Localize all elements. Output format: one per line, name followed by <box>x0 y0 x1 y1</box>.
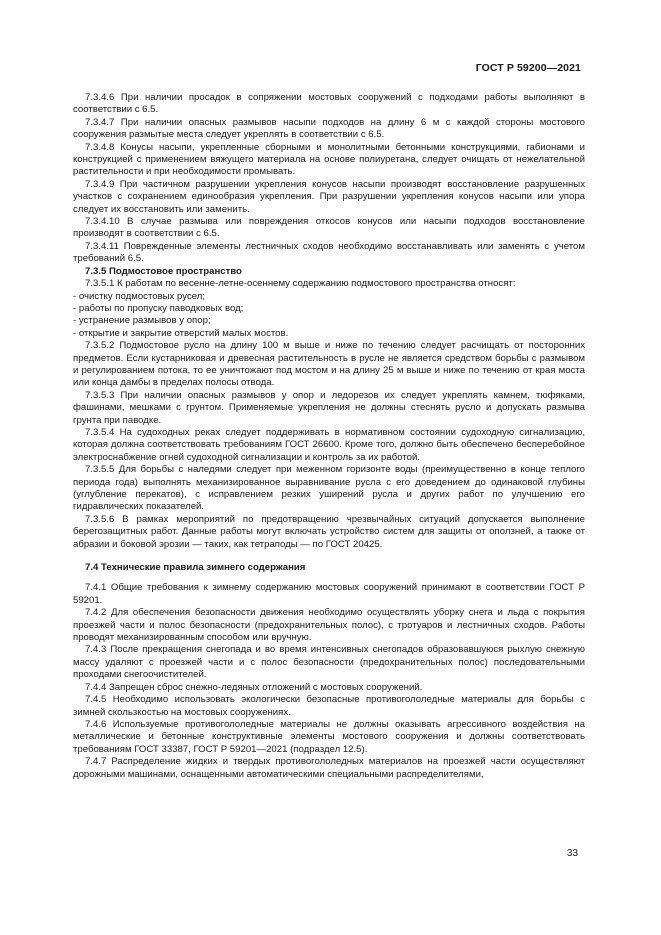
paragraph-7-4-5: 7.4.5 Необходимо использовать экологически безопасные противогололедные материалы для борьбы с зимней скользкостью на мостовых сооружениях. <box>73 694 585 718</box>
paragraph-7-4-7: 7.4.7 Распределение жидких и твердых противогололедных материалов на проезжей части осуществляют дорожными машинами, оснащенными автоматическими специальными распределителями, <box>73 756 585 780</box>
list-item: - устранение размывов у опор; <box>73 315 211 327</box>
paragraph-7-3-5-6: 7.3.5.6 В рамках мероприятий по предотвращению чрезвычайных ситуаций допускается выполнение берегозащитных работ. Данные работы могут включать устройство систем для защиты от оползней, а также от абразии и боковой эрозии — таких, как тетраподы — по ГОСТ 20425. <box>73 513 585 550</box>
paragraph-7-3-4-7: 7.3.4.7 При наличии опасных размывов насыпи подходов на длину 6 м с каждой стороны мостового сооружения размытые места следует укреплять в соответствии с 6.5. <box>73 116 585 141</box>
section-heading-7-3-5: 7.3.5 Подмостовое пространство <box>85 265 242 277</box>
paragraph-7-3-4-10: 7.3.4.10 В случае размыва или повреждения откосов конусов или насыпи подходов восстановление производят в соответствии с 6.5. <box>73 216 585 240</box>
list-item: - очистку подмостовых русел; <box>73 290 206 302</box>
section-heading-7-4: 7.4 Технические правила зимнего содержания <box>85 562 306 574</box>
paragraph-7-4-2: 7.4.2 Для обеспечения безопасности движения необходимо осуществлять уборку снега и льда с покрытия проезжей части и полос безопасности (предохранительных полос), с тротуаров и лестничных сходов. Работы проводят механизированным способом или вручную. <box>73 607 585 644</box>
page-number: 33 <box>566 848 578 859</box>
paragraph-7-3-5-3: 7.3.5.3 При наличии опасных размывов у опор и ледорезов их следует укреплять камнем, тюфяками, фашинами, мешками с грунтом. Применяемые укрепления не должны стеснять русло и допускать размыва грунта при паводке. <box>73 389 585 426</box>
paragraph-7-4-1: 7.4.1 Общие требования к зимнему содержанию мостовых сооружений принимают в соответствии ГОСТ Р 59201. <box>73 582 585 606</box>
paragraph-7-3-4-8: 7.3.4.8 Конусы насыпи, укрепленные сборными и монолитными бетонными конструкциями, габионами и конструкцией с применением вяжущего материала на основе полиуретана, следует очищать от нежелательной растительности и при необходимости промывать. <box>73 141 585 178</box>
paragraph-7-3-5-5: 7.3.5.5 Для борьбы с наледями следует при меженном горизонте воды (преимущественно в конце теплого периода года) выполнять механизированное выравнивание русла с его доведением до одинаковой глубины (углубление перекатов), с исправлением резких уширений русла и других работ по улучшению его гидравлических показателей. <box>73 464 585 513</box>
paragraph-7-3-4-11: 7.3.4.11 Поврежденные элементы лестничных сходов необходимо восстанавливать или заменять с учетом требований 6.5. <box>73 240 585 265</box>
paragraph-7-3-5-4: 7.3.5.4 На судоходных реках следует поддерживать в нормативном состоянии судоходную сигнализацию, которая должна соответствовать требованиям ГОСТ 26600. Кроме того, должно быть обеспечено бесперебойное электроснабжение огней судоходной сигнализации и контроль за их работой. <box>73 426 585 463</box>
list-item: - работы по пропуску паводковых вод; <box>73 302 244 314</box>
paragraph-7-3-4-9: 7.3.4.9 При частичном разрушении укрепления конусов насыпи производят восстановление разрушенных участков с сохранением единообразия укрепления. При разрушении укрепления конусов насыпи или упора следует их восстановить или заменить. <box>73 178 585 215</box>
paragraph-7-3-5-2: 7.3.5.2 Подмостовое русло на длину 100 м выше и ниже по течению следует расчищать от посторонних предметов. Если кустарниковая и древесная растительность в русле не является средством борьбы с размывом и регулированием потока, то ее уничтожают под мостом и на длину 25 м выше и ниже по течению от края моста или конца дамбы в пределах полосы отвода. <box>73 340 585 389</box>
paragraph-7-4-3: 7.4.3 После прекращения снегопада и во время интенсивных снегопадов образовавшуюся рыхлую снежную массу удаляют с проезжей части и с полос безопасности (предохранительных полос) последовательными проходами снегоочистителей. <box>73 644 585 681</box>
paragraph-7-3-5-1: 7.3.5.1 К работам по весенне-летне-осеннему содержанию подмостового пространства относят: <box>85 278 516 290</box>
document-body <box>73 92 585 781</box>
paragraph-7-3-4-6: 7.3.4.6 При наличии просадок в сопряжении мостовых сооружений с подходами работы выполняют в соответствии с 6.5. <box>73 92 585 116</box>
paragraph-7-4-4: 7.4.4 Запрещен сброс снежно-ледяных отложений с мостовых сооружений. <box>85 681 423 693</box>
document-code: ГОСТ Р 59200—2021 <box>475 62 581 74</box>
paragraph-7-4-6: 7.4.6 Используемые противогололедные материалы не должны оказывать агрессивного воздействия на металлические и бетонные конструктивные элементы мостового сооружения и должны соответствовать требованиям ГОСТ 33387, ГОСТ Р 59201—2021 (подраздел 12.5). <box>73 718 585 755</box>
list-item: - открытие и закрытие отверстий малых мостов. <box>73 327 289 339</box>
